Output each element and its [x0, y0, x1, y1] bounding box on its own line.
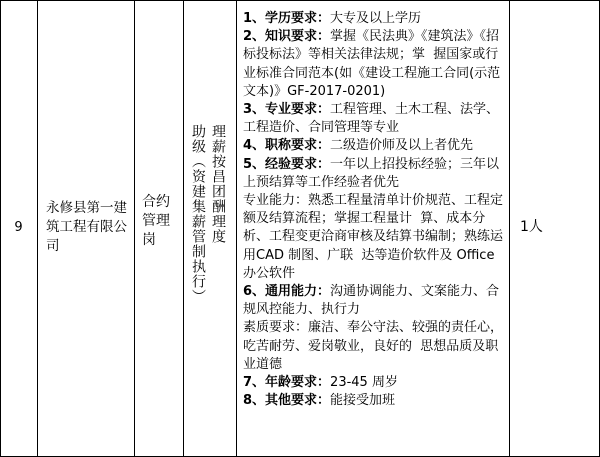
column-divider — [236, 0, 237, 457]
requirement-label: 7、年龄要求： — [243, 375, 331, 391]
column-divider — [134, 0, 135, 457]
requirement-item — [243, 137, 505, 155]
headcount: 1人 — [520, 219, 543, 235]
requirement-text: 能接受加班 — [330, 393, 396, 409]
requirement-item — [243, 192, 505, 283]
requirement-label: 3、专业要求： — [243, 102, 331, 118]
requirement-item — [243, 156, 505, 192]
salary-level-text-a: 理薪按昌团酬理度 — [210, 124, 226, 244]
requirement-item — [243, 28, 505, 101]
requirement-label: 1、学历要求： — [243, 11, 331, 26]
position-name: 合约管理岗 — [142, 194, 170, 248]
requirement-item — [243, 283, 505, 319]
requirement-text: 专业能力：熟悉工程量清单计价规范、工程定额及结算流程；掌握工程量计 算、成本分析、工程变更洽商审核及结算书编制；熟练运用CAD 制图、广联 达等造价软件及 Office 办公软件 — [243, 193, 504, 281]
requirement-item — [243, 101, 505, 137]
requirement-text: 一年以上招投标经验；三年以上预结算等工作经验者优先 — [243, 156, 500, 190]
requirement-item — [243, 392, 505, 410]
requirements-list — [243, 10, 505, 410]
requirement-text: 二级造价师及以上者优先 — [330, 138, 474, 154]
table-border-top — [0, 0, 600, 1]
requirement-item — [243, 10, 505, 28]
salary-level-text-b: 助级（资建集薪管制执行） — [190, 124, 206, 304]
requirement-label: 8、其他要求： — [243, 393, 331, 409]
column-divider — [509, 0, 510, 457]
employer-name: 永修县第一建筑工程有限公司 — [46, 200, 127, 254]
requirement-text: 沟通协调能力、文案能力、合规风控能力、执行力 — [243, 284, 500, 318]
requirement-label: 4、职称要求： — [243, 138, 331, 154]
requirement-item — [243, 374, 505, 392]
requirement-label: 6、通用能力： — [243, 284, 331, 300]
requirement-text: 掌握《民法典》《建筑法》《招标投标法》等相关法律法规；掌 握国家或行业标准合同范本(如《建设工程施工合同(示范文本)》GF-2017-0201) — [243, 29, 501, 99]
row-index: 9 — [14, 220, 23, 235]
requirement-text: 工程管理、土木工程、法学、工程造价、合同管理等专业 — [243, 102, 500, 136]
requirement-text: 23-45 周岁 — [330, 375, 398, 391]
requirement-item — [243, 319, 505, 374]
requirement-label: 2、知识要求： — [243, 29, 331, 45]
column-divider — [183, 0, 184, 457]
requirement-text: 大专及以上学历 — [330, 11, 422, 26]
requirement-text: 素质要求：廉洁、奉公守法、较强的责任心，吃苦耐劳、爱岗敬业，良好的 思想品质及职业道德 — [243, 320, 504, 372]
column-divider — [37, 0, 38, 457]
requirement-label: 5、经验要求： — [243, 156, 331, 172]
